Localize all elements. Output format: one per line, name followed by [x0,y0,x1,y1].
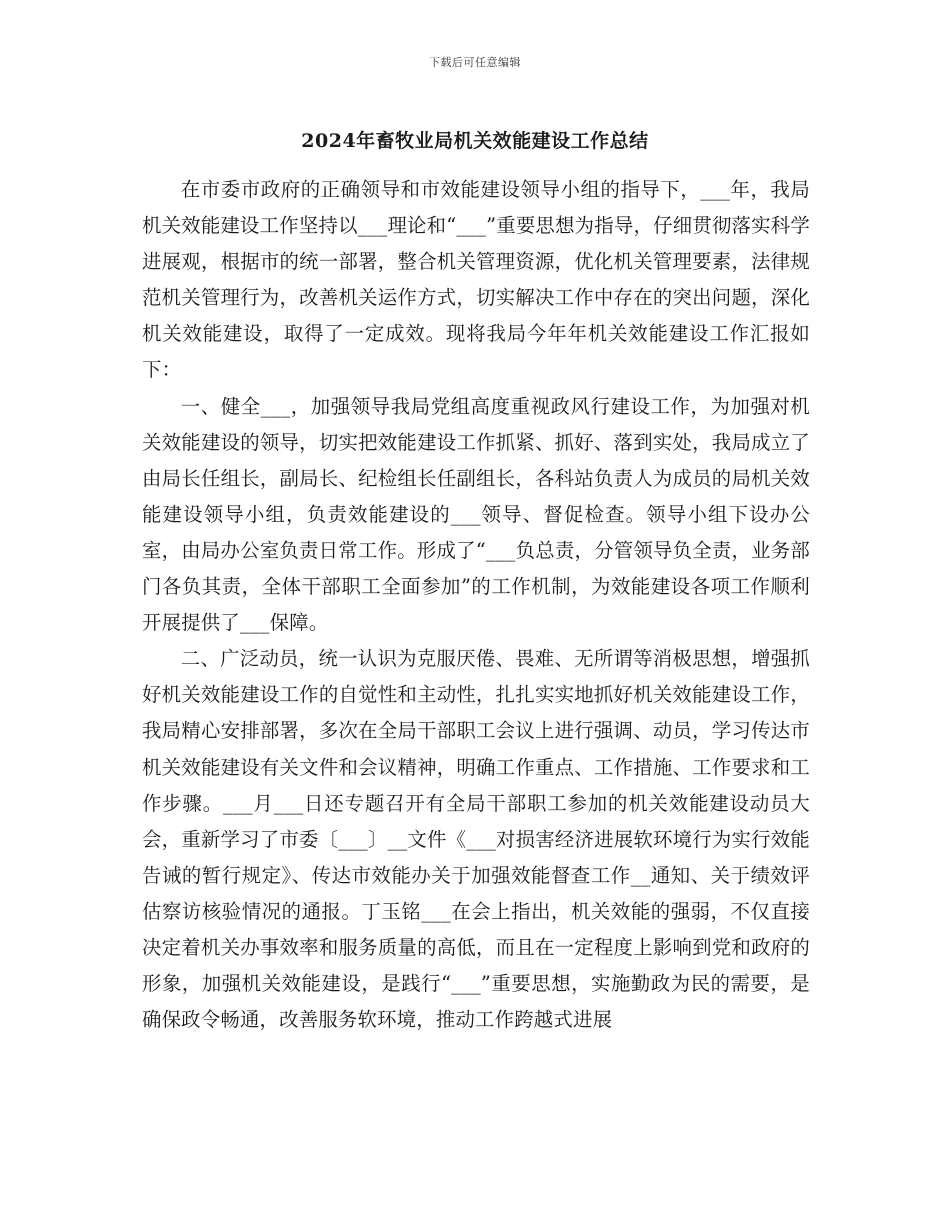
paragraph-section-2: 二、广泛动员，统一认识为克服厌倦、畏难、无所谓等消极思想，增强抓好机关效能建设工作的自觉性和主动性，扎扎实实地抓好机关效能建设工作，我局精心安排部署，多次在全局干部职工会议上进行强调、动员，学习传达市机关效能建设有关文件和会议精神，明确工作重点、工作措施、工作要求和工作步骤。___月___日还专题召开有全局干部职工参加的机关效能建设动员大会，重新学习了市委〔___〕__文件《___对损害经济进展软环境行为实行效能告诫的暂行规定》、传达市效能办关于加强效能督查工作__通知、关于绩效评估察访核验情况的通报。丁玉铭___在会上指出，机关效能的强弱，不仅直接决定着机关办事效率和服务质量的高低，而且在一定程度上影响到党和政府的形象，加强机关效能建设，是践行“___”重要思想，实施勤政为民的需要，是确保政令畅通，改善服务软环境，推动工作跨越式进展 [142,647,810,1032]
paragraph-section-1: 一、健全___，加强领导我局党组高度重视政风行建设工作，为加强对机关效能建设的领导，切实把效能建设工作抓紧、抓好、落到实处，我局成立了由局长任组长，副局长、纪检组长任副组长，各科站负责人为成员的局机关效能建设领导小组，负责效能建设的___领导、督促检查。领导小组下设办公室，由局办公室负责日常工作。形成了“___负总责，分管领导负全责，业务部门各负其责，全体干部职工全面参加”的工作机制，为效能建设各项工作顺利开展提供了___保障。 [142,394,810,635]
document-title: 2024年畜牧业局机关效能建设工作总结 [301,130,649,152]
paragraph-intro: 在市委市政府的正确领导和市效能建设领导小组的指导下，___年，我局机关效能建设工作坚持以___理论和“___”重要思想为指导，仔细贯彻落实科学进展观，根据市的统一部署，整合机关管理资源，优化机关管理要素，法律规范机关管理行为，改善机关运作方式，切实解决工作中存在的突出问题，深化机关效能建设，取得了一定成效。现将我局今年年机关效能建设工作汇报如下： [142,178,810,382]
header-note: 下载后可任意编辑 [429,56,521,69]
document-body [142,172,810,1038]
